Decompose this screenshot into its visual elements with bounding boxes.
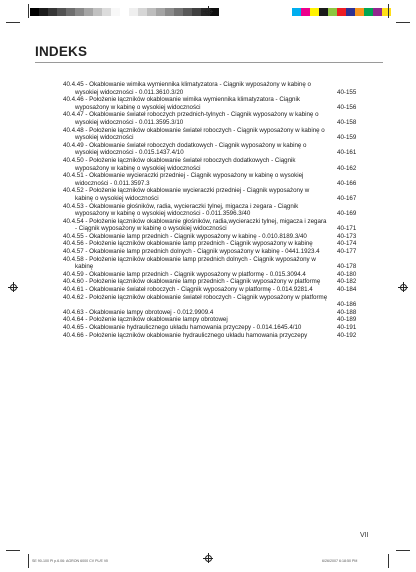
entry-text-continued: widoczności - 0.011.3597.3 — [75, 179, 150, 187]
index-entry — [63, 218, 365, 233]
gray-swatch — [66, 8, 75, 16]
entry-page-number: 40-166 — [337, 179, 357, 187]
entry-text-continued: wysokiej widoczności - 0.011.3595.3/10 — [75, 118, 184, 126]
page-title: INDEKS — [35, 44, 88, 59]
entry-page-number: 40-156 — [337, 103, 357, 111]
index-entry — [63, 111, 365, 126]
entry-page-number: 40-171 — [337, 225, 357, 233]
entry-page-number: 40-162 — [337, 164, 357, 172]
grayscale-color-bar — [30, 8, 219, 16]
entry-page-number: 40-191 — [337, 324, 357, 331]
gray-swatch — [165, 8, 174, 16]
gray-swatch — [84, 8, 93, 16]
entry-text: 40.4.63 - Okablowanie lampy obrotowej - 0.012.9909.4 — [63, 308, 214, 316]
entry-text: 40.4.54 - Położenie łączników okablowanie głośników, radia,wycieraczki tylnej, migacza i zegara — [63, 217, 327, 225]
crop-mark — [388, 4, 389, 18]
gray-swatch — [147, 8, 156, 16]
entry-page-number: 40-167 — [337, 194, 357, 202]
entry-page-number: 40-169 — [337, 210, 357, 218]
index-entry — [63, 278, 365, 286]
entry-text-continued: wysokiej widoczności - 0.015.1437.4/10 — [75, 149, 184, 157]
entry-text-continued: kabinę — [75, 263, 94, 271]
index-entry — [63, 271, 365, 279]
crop-mark — [28, 4, 29, 18]
registration-mark-bottom — [203, 553, 213, 563]
index-entry — [63, 96, 365, 111]
gray-swatch — [120, 8, 129, 16]
index-entry — [63, 233, 365, 241]
index-entry — [63, 256, 365, 271]
entry-page-number: 40-158 — [337, 118, 357, 126]
entry-text: 40.4.53 - Okablowanie głośników, radia, wycieraczki tylnej, migacza i zegara - Ciągnik — [63, 202, 299, 210]
index-entry — [63, 286, 365, 294]
index-entry — [63, 248, 365, 256]
entry-text-continued: wyposażony w kabinę o wysokiej widoczności — [75, 103, 201, 111]
entry-text: 40.4.47 - Okablowanie świateł roboczych przednich-tylnych - Ciągnik wyposażony w kabinę o — [63, 111, 319, 119]
index-entry — [63, 127, 365, 142]
gray-swatch — [183, 8, 192, 16]
gray-swatch — [102, 8, 111, 16]
entry-page-number: 40-188 — [337, 308, 357, 316]
index-entry — [63, 332, 365, 340]
crop-mark — [28, 554, 29, 568]
entry-text: 40.4.46 - Położenie łączników okablowanie wimika wymiennika klimatyzatora - Ciągnik — [63, 96, 300, 104]
gray-swatch — [174, 8, 183, 16]
color-swatch — [382, 8, 391, 16]
entry-text-continued: wyposażony w kabinę o wysokiej widoczności - 0.011.3596.3/40 — [75, 210, 251, 218]
entry-page-number: 40-189 — [337, 316, 357, 324]
color-swatch — [373, 8, 382, 16]
gray-swatch — [48, 8, 57, 16]
entry-text: 40.4.48 - Położenie łączników okablowanie świateł roboczych - Ciągnik wyposażony w kabinę o — [63, 126, 325, 134]
gray-swatch — [75, 8, 84, 16]
entry-text: 40.4.58 - Położenie łączników okablowanie lamp przednich dolnych - Ciągnik wyposażony w — [63, 255, 316, 263]
gray-swatch — [138, 8, 147, 16]
entry-text: 40.4.56 - Położenie łączników okablowanie lamp przednich - Ciągnik wyposażony w kabinę — [63, 240, 313, 248]
crop-mark — [6, 550, 20, 551]
crop-mark — [6, 22, 20, 23]
index-entry — [63, 81, 365, 96]
crop-mark — [396, 22, 410, 23]
page-number: VII — [360, 532, 369, 539]
gray-swatch — [156, 8, 165, 16]
entry-page-number: 40-159 — [337, 134, 357, 142]
index-entry — [63, 294, 365, 309]
entry-text-continued: wyposażony w kabinę o wysokiej widoczności — [75, 164, 201, 172]
entry-page-number: 40-192 — [337, 331, 357, 339]
entry-text: 40.4.62 - Położenie łączników okablowanie świateł roboczych - Ciągnik wyposażony w platformę — [63, 293, 328, 301]
entry-text-continued: wysokiej widoczności - 0.011.3610.3/20 — [75, 88, 184, 96]
entry-text: 40.4.60 - Położenie łączników okablowanie lamp przednich - Ciągnik wyposażony w platformę — [63, 278, 321, 286]
color-swatch — [346, 8, 355, 16]
index-entry — [63, 142, 365, 157]
crop-mark — [396, 550, 410, 551]
index-entry — [63, 157, 365, 172]
entry-page-number: 40-182 — [337, 278, 357, 286]
process-color-bar — [292, 8, 391, 16]
entry-page-number: 40-174 — [337, 240, 357, 248]
color-swatch — [310, 8, 319, 16]
entry-text: 40.4.59 - Okablowanie lamp przednich - Ciągnik wyposażony w platformę - 0.015.3094.4 — [63, 270, 306, 278]
registration-mark-top — [203, 6, 213, 16]
color-swatch — [364, 8, 373, 16]
index-entry — [63, 172, 365, 187]
gray-swatch — [39, 8, 48, 16]
entry-page-number: 40-161 — [337, 149, 357, 157]
entry-text: 40.4.65 - Okablowanie hydraulicznego układu hamowania przyczepy - 0.014.1645.4/10 — [63, 324, 302, 331]
entry-page-number: 40-173 — [337, 232, 357, 240]
index-entry — [63, 309, 365, 317]
entry-page-number: 40-155 — [337, 88, 357, 96]
entry-page-number: 40-186 — [337, 301, 357, 309]
entry-text-continued: - Ciągnik wyposażony w kabinę o wysokiej widoczności — [75, 225, 227, 233]
entry-text: 40.4.45 - Okablowanie wimika wymiennika klimatyzatora - Ciągnik wyposażony w kabinę o — [63, 81, 311, 88]
print-slug-right: 6/26/2007 6:18:50 PM — [322, 559, 358, 563]
index-list — [63, 81, 365, 339]
gray-swatch — [30, 8, 39, 16]
color-swatch — [355, 8, 364, 16]
registration-mark-right — [398, 282, 408, 292]
entry-text: 40.4.49 - Okablowanie świateł roboczych dodatkowych - Ciągnik wyposażony w kabinę o — [63, 141, 307, 149]
gray-swatch — [93, 8, 102, 16]
index-entry — [63, 203, 365, 218]
entry-text: 40.4.64 - Położenie łączników okablowanie lampy obrotowej — [63, 316, 228, 324]
title-divider — [35, 62, 383, 63]
entry-text: 40.4.55 - Okablowanie lamp przednich - Ciągnik wyposażony w kabinę - 0.010.8189.3/40 — [63, 232, 307, 240]
color-swatch — [337, 8, 346, 16]
entry-text: 40.4.66 - Położenie łączników okablowanie hydraulicznego układu hamowania przyczepy — [63, 331, 308, 339]
entry-page-number: 40-184 — [337, 286, 357, 294]
entry-text: 40.4.57 - Okablowanie lamp przednich dolnych - Ciągnik wyposażony w kabinę - 0441.1923.4 — [63, 248, 320, 256]
index-entry — [63, 324, 365, 332]
entry-page-number: 40-178 — [337, 263, 357, 271]
entry-page-number: 40-180 — [337, 270, 357, 278]
gray-swatch — [129, 8, 138, 16]
entry-text: 40.4.52 - Położenie łączników okablowanie wycieraczki przedniej - Ciągnik wyposażony w — [63, 187, 310, 195]
gray-swatch — [57, 8, 66, 16]
index-entry — [63, 187, 365, 202]
crop-mark — [388, 554, 389, 568]
index-entry — [63, 316, 365, 324]
entry-text: 40.4.51 - Okablowanie wycieraczki przedniej - Ciągnik wyposażony w kabinę o wysokiej — [63, 172, 304, 180]
print-slug-left: SE 90-100 Pl p.6.06: AGRON 6000 CV PL/E VII — [32, 559, 109, 563]
color-swatch — [328, 8, 337, 16]
gray-swatch — [111, 8, 120, 16]
gray-swatch — [192, 8, 201, 16]
color-swatch — [319, 8, 328, 16]
color-swatch — [292, 8, 301, 16]
index-entry — [63, 240, 365, 248]
entry-text-continued: kabinę o wysokiej widoczności — [75, 194, 159, 202]
entry-text: 40.4.61 - Okablowanie świateł roboczych - Ciągnik wyposażony w platformę - 0.014.9281.4 — [63, 286, 313, 294]
color-swatch — [301, 8, 310, 16]
entry-text: 40.4.50 - Położenie łączników okablowanie świateł roboczych dodatkowych - Ciągnik — [63, 156, 296, 164]
entry-page-number: 40-177 — [337, 248, 357, 256]
registration-mark-left — [8, 282, 18, 292]
entry-text-continued: wysokiej widoczności — [75, 134, 134, 142]
